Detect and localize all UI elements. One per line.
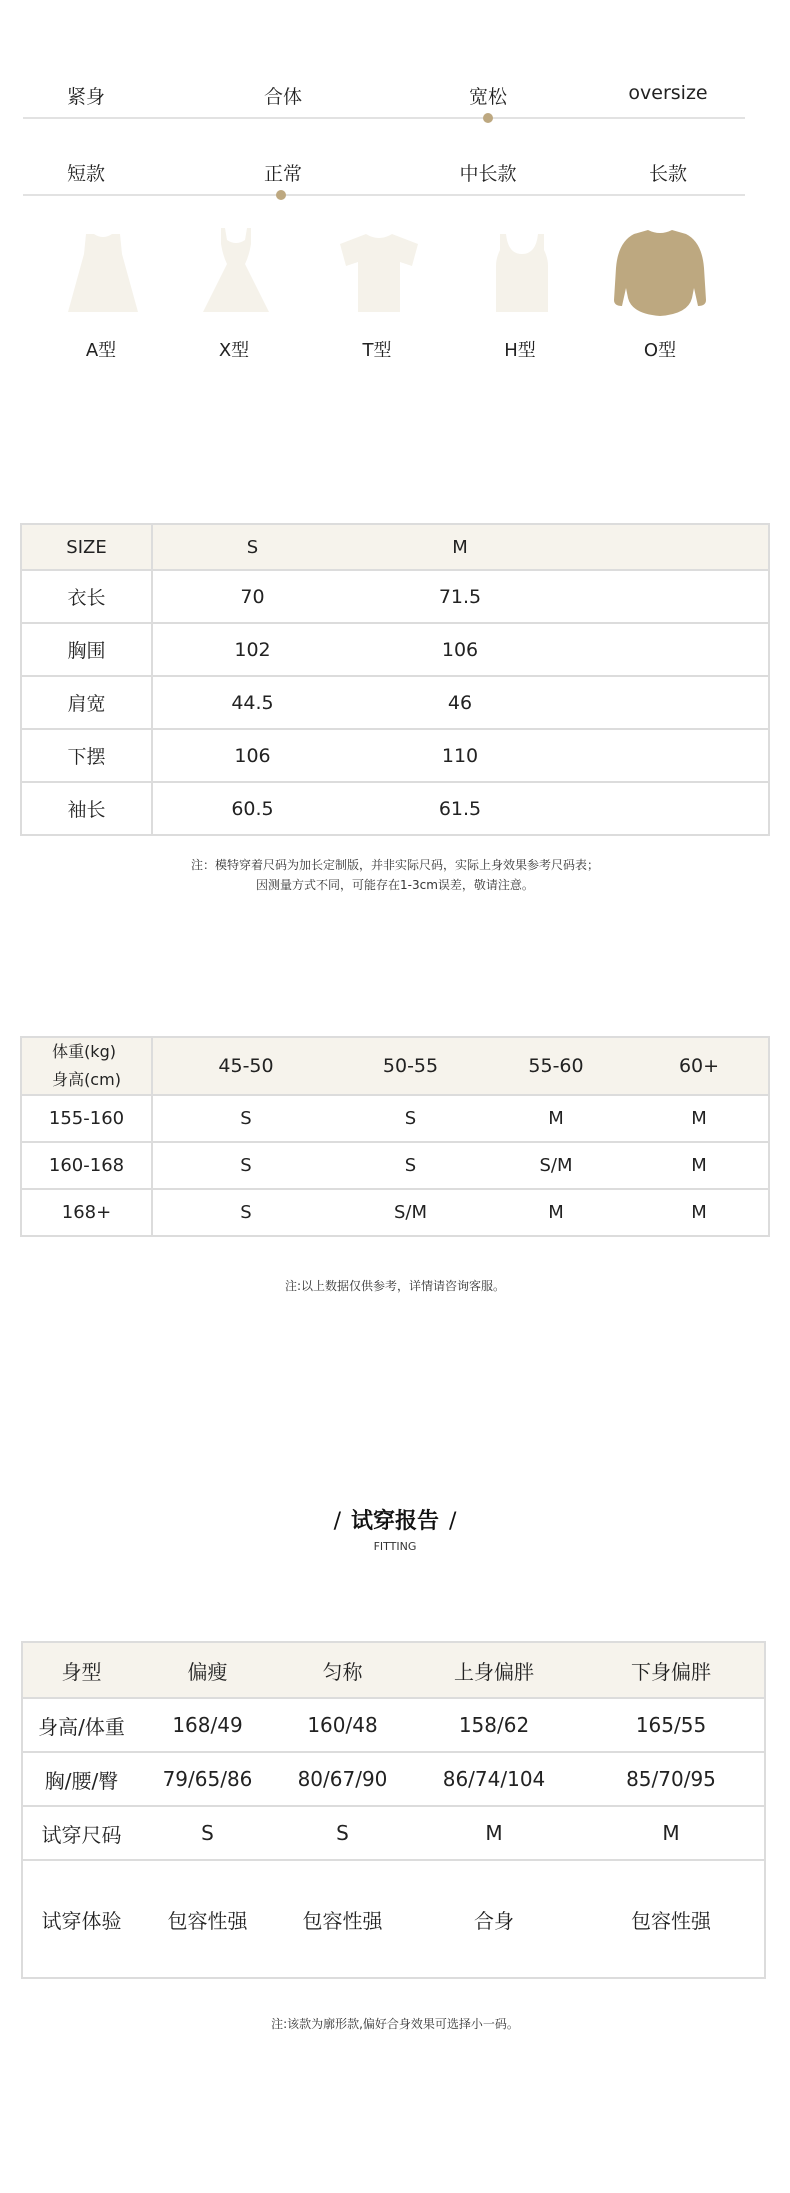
- fit-label-loose: 宽松: [468, 86, 508, 108]
- table-cell: S: [339, 1142, 482, 1189]
- table-row: [22, 1752, 765, 1806]
- fitting-header: 偏瘦: [140, 1642, 275, 1698]
- weight-header: 60+: [630, 1037, 769, 1095]
- measure-name: 衣长: [21, 570, 152, 623]
- table-header-row: [22, 1642, 765, 1698]
- table-cell: 86/74/104: [410, 1752, 578, 1806]
- size-reference-table: [20, 1036, 770, 1237]
- table-cell: [568, 524, 769, 570]
- measure-name: 胸围: [21, 623, 152, 676]
- table-cell: 44.5: [152, 676, 352, 729]
- silhouette-label-a: A型: [85, 340, 117, 361]
- table-row: [21, 1142, 769, 1189]
- length-label-long: 长款: [648, 163, 688, 185]
- table-cell: 79/65/86: [140, 1752, 275, 1806]
- table-row: [21, 1189, 769, 1236]
- fit-scale-marker: [483, 113, 493, 123]
- table-cell: 80/67/90: [275, 1752, 410, 1806]
- silhouette-label-o: O型: [643, 340, 677, 361]
- sweater-icon: [612, 228, 708, 318]
- table-cell: M: [630, 1142, 769, 1189]
- measure-name: 袖长: [21, 782, 152, 835]
- table-cell: 包容性强: [275, 1860, 410, 1978]
- table-cell: [568, 676, 769, 729]
- table-cell: 包容性强: [578, 1860, 765, 1978]
- fitting-header: 身型: [22, 1642, 140, 1698]
- table-cell: 61.5: [352, 782, 568, 835]
- reference-note: 注:以上数据仅供参考，详情请咨询客服。: [284, 1279, 506, 1293]
- row-label: 试穿体验: [22, 1860, 140, 1978]
- table-cell: S: [152, 1142, 339, 1189]
- size-header-s: S: [152, 524, 352, 570]
- weight-header: 50-55: [339, 1037, 482, 1095]
- table-cell: [568, 570, 769, 623]
- a-line-dress-icon: [66, 232, 140, 314]
- fitting-subtitle: FITTING: [373, 1540, 417, 1553]
- table-row: [22, 1698, 765, 1752]
- table-row: [22, 1860, 765, 1978]
- height-cell: 155-160: [21, 1095, 152, 1142]
- height-cell: 168+: [21, 1189, 152, 1236]
- table-cell: M: [410, 1806, 578, 1860]
- table-cell: 46: [352, 676, 568, 729]
- table-cell: S: [152, 1189, 339, 1236]
- table-cell: 85/70/95: [578, 1752, 765, 1806]
- corner-labels: [52, 1038, 121, 1094]
- table-cell: 60.5: [152, 782, 352, 835]
- table-cell: 包容性强: [140, 1860, 275, 1978]
- table-cell: 106: [352, 623, 568, 676]
- table-header-row: [21, 1037, 769, 1095]
- table-cell: 71.5: [352, 570, 568, 623]
- size-table: [20, 523, 770, 836]
- table-cell: 165/55: [578, 1698, 765, 1752]
- weight-header: 55-60: [482, 1037, 630, 1095]
- table-cell: [568, 729, 769, 782]
- table-row: [21, 623, 769, 676]
- table-cell: M: [630, 1095, 769, 1142]
- row-label: 试穿尺码: [22, 1806, 140, 1860]
- table-row: [21, 676, 769, 729]
- fitting-title-text: 试穿报告: [350, 1509, 439, 1534]
- length-scale-marker: [276, 190, 286, 200]
- table-cell: [568, 623, 769, 676]
- table-cell: S: [275, 1806, 410, 1860]
- fit-label-tight: 紧身: [66, 86, 106, 108]
- height-cell: 160-168: [21, 1142, 152, 1189]
- fit-scale-line: [23, 117, 745, 119]
- table-row: [21, 570, 769, 623]
- table-row: [21, 1095, 769, 1142]
- title-slash-right: /: [449, 1509, 457, 1534]
- size-header-m: M: [352, 524, 568, 570]
- table-cell: 168/49: [140, 1698, 275, 1752]
- fit-label-regular: 合体: [263, 86, 303, 108]
- silhouette-label-x: X型: [218, 340, 250, 361]
- table-cell: S: [339, 1095, 482, 1142]
- measure-name: 下摆: [21, 729, 152, 782]
- length-label-normal: 正常: [263, 163, 303, 185]
- fitting-title: [0, 1504, 790, 1535]
- fitting-note: 注:该款为廓形款,偏好合身效果可选择小一码。: [271, 2017, 519, 2031]
- table-cell: S: [152, 1095, 339, 1142]
- row-label: 胸/腰/臀: [22, 1752, 140, 1806]
- table-cell: 160/48: [275, 1698, 410, 1752]
- table-cell: 合身: [410, 1860, 578, 1978]
- corner-cell: [21, 1037, 152, 1095]
- silhouette-label-t: T型: [362, 340, 392, 361]
- length-label-mid-long: 中长款: [459, 163, 517, 185]
- table-cell: 102: [152, 623, 352, 676]
- table-cell: M: [630, 1189, 769, 1236]
- x-line-dress-icon: [199, 226, 273, 314]
- fitting-header: 下身偏胖: [578, 1642, 765, 1698]
- weight-axis-label: 体重(kg): [52, 1042, 116, 1061]
- size-note: [0, 855, 790, 895]
- table-cell: M: [578, 1806, 765, 1860]
- size-header-label: SIZE: [21, 524, 152, 570]
- length-scale-line: [23, 194, 745, 196]
- table-cell: M: [482, 1095, 630, 1142]
- height-axis-label: 身高(cm): [52, 1070, 121, 1089]
- title-slash-left: /: [333, 1509, 341, 1534]
- table-row: [22, 1806, 765, 1860]
- size-note-line-1: 注：模特穿着尺码为加长定制版，并非实际尺码，实际上身效果参考尺码表；: [190, 858, 599, 872]
- length-label-short: 短款: [66, 163, 106, 185]
- tank-top-icon: [492, 232, 552, 314]
- table-row: [21, 729, 769, 782]
- table-cell: S/M: [339, 1189, 482, 1236]
- weight-header: 45-50: [152, 1037, 339, 1095]
- table-cell: 158/62: [410, 1698, 578, 1752]
- fitting-table: [21, 1641, 766, 1979]
- size-note-line-2: 因测量方式不同，可能存在1-3cm误差，敬请注意。: [256, 878, 534, 892]
- table-cell: 110: [352, 729, 568, 782]
- fit-label-oversize: oversize: [628, 82, 708, 104]
- table-cell: 106: [152, 729, 352, 782]
- table-header-row: [21, 524, 769, 570]
- silhouette-label-h: H型: [504, 340, 536, 361]
- fitting-header: 上身偏胖: [410, 1642, 578, 1698]
- table-cell: [568, 782, 769, 835]
- t-shirt-icon: [338, 232, 420, 314]
- length-scale: [0, 159, 790, 219]
- table-cell: 70: [152, 570, 352, 623]
- fitting-header: 匀称: [275, 1642, 410, 1698]
- table-cell: M: [482, 1189, 630, 1236]
- fit-scale: [0, 82, 790, 142]
- measure-name: 肩宽: [21, 676, 152, 729]
- table-cell: S/M: [482, 1142, 630, 1189]
- row-label: 身高/体重: [22, 1698, 140, 1752]
- table-cell: S: [140, 1806, 275, 1860]
- table-row: [21, 782, 769, 835]
